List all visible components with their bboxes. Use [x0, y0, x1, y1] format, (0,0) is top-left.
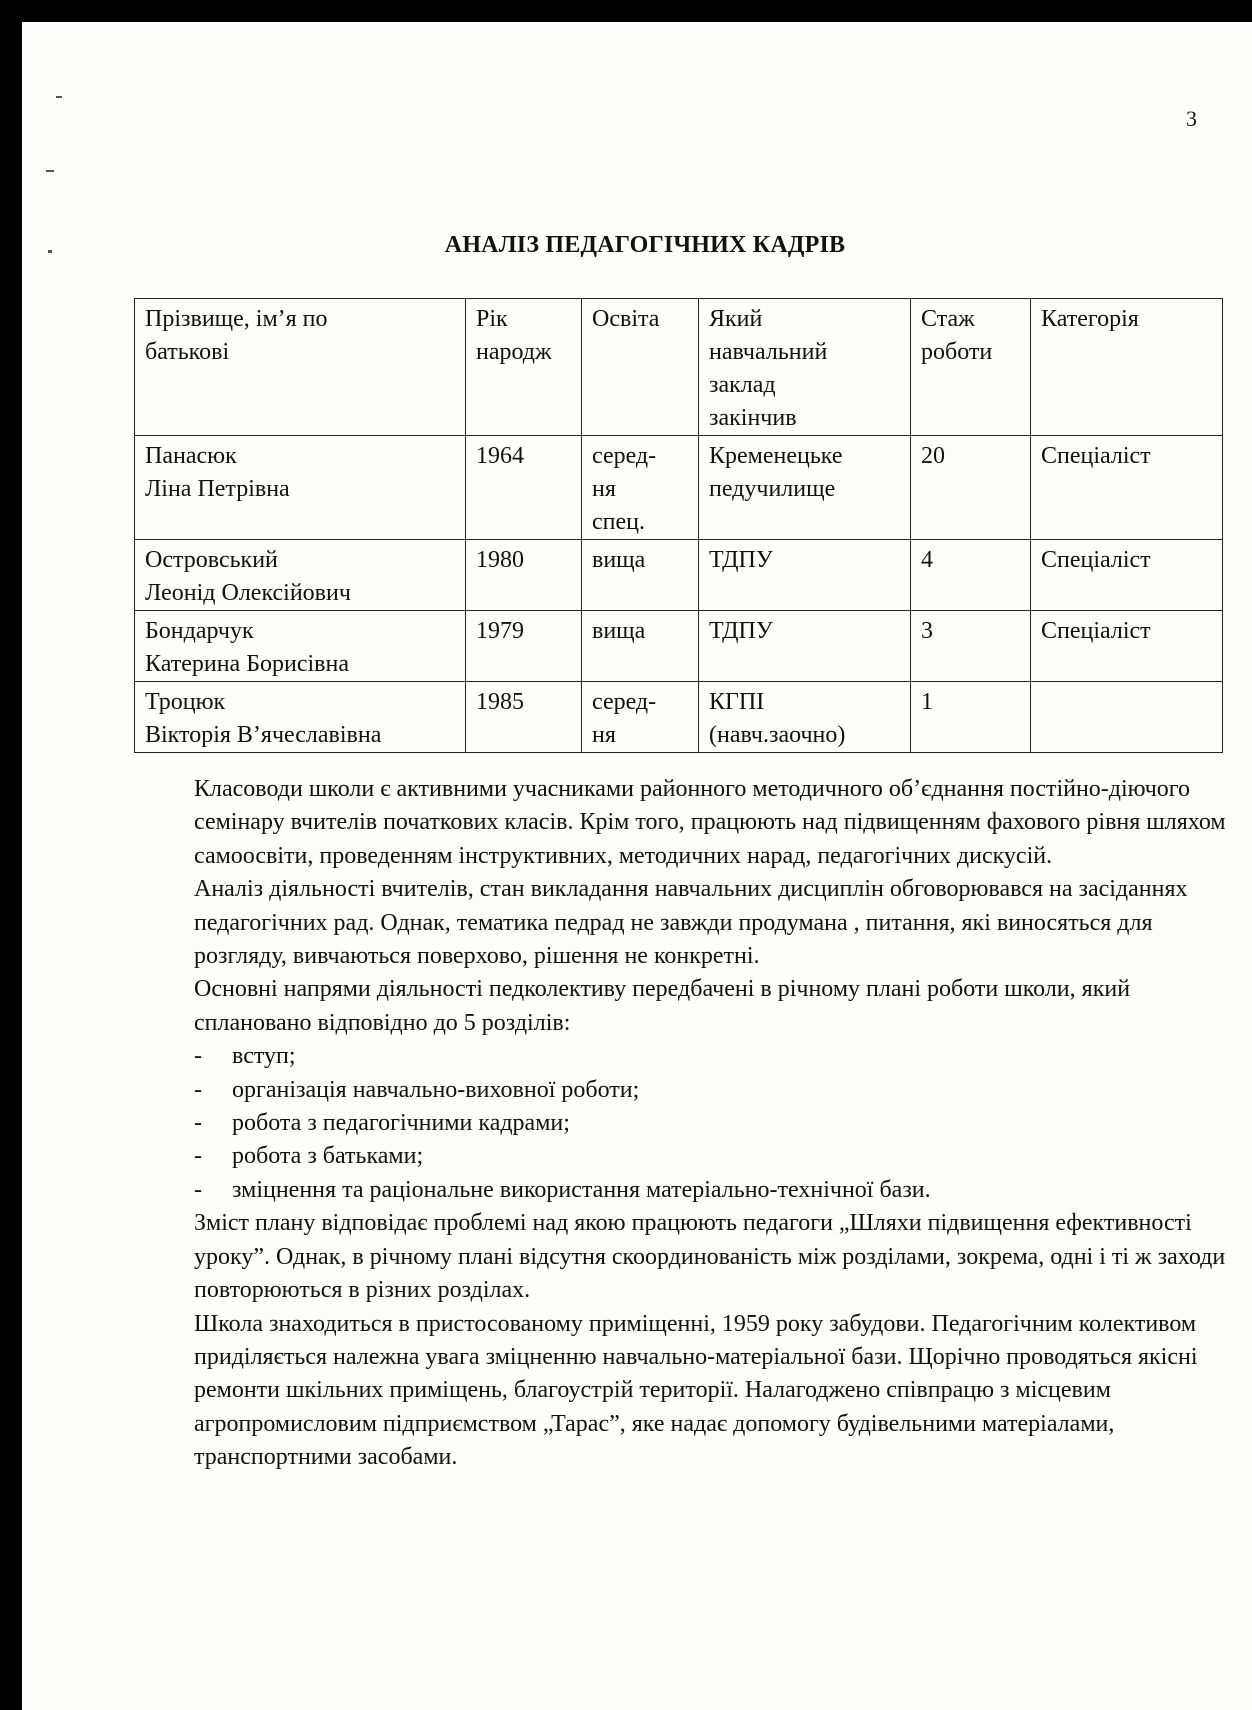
- document-title: АНАЛІЗ ПЕДАГОГІЧНИХ КАДРІВ: [444, 232, 846, 258]
- cell-line: ТДПУ: [709, 618, 773, 644]
- table-cell: [582, 682, 699, 753]
- cell-line: серед-: [592, 689, 657, 715]
- table-cell: [466, 682, 582, 753]
- cell-line: Спеціаліст: [1041, 443, 1151, 469]
- table-header-cell: [911, 299, 1031, 436]
- table-cell: [699, 540, 911, 611]
- cell-line: (навч.заочно): [709, 722, 846, 748]
- table-row: [135, 611, 1223, 682]
- table-cell: [1031, 611, 1223, 682]
- list-item: [136, 1040, 1226, 1073]
- table-cell: [911, 540, 1031, 611]
- header-cell-line: роботи: [921, 339, 993, 365]
- table-cell: [135, 540, 466, 611]
- cell-line: 4: [921, 547, 933, 573]
- cell-line: 1: [921, 689, 933, 715]
- header-cell-line: Рік: [476, 306, 508, 332]
- table-header-cell: [466, 299, 582, 436]
- list-item-text: зміцнення та раціональне використання матеріально-технічної бази.: [232, 1176, 931, 1203]
- list-bullet: -: [194, 1176, 202, 1203]
- paragraph: Основні напрями діяльності педколективу передбачені в річному плані роботи школи, який сплановано відповідно до 5 розділів:: [194, 976, 1131, 1036]
- table-cell: [135, 611, 466, 682]
- cell-line: 1985: [476, 689, 524, 715]
- paragraph: Аналіз діяльності вчителів, стан викладання навчальних дисциплін обговорювався на засіданнях педагогічних рад. Однак, тематика педрад не завжди продумана , питання, які виносяться для розгляду, вивчаються поверхово, рішення не конкретні.: [194, 876, 1188, 970]
- table-cell: [699, 436, 911, 540]
- cell-line: Ліна Петрівна: [145, 476, 290, 502]
- header-cell-line: батькові: [145, 339, 230, 365]
- cell-line: вища: [592, 618, 646, 644]
- cell-line: КГПІ: [709, 689, 765, 715]
- table-cell: [1031, 540, 1223, 611]
- table-cell: [135, 682, 466, 753]
- cell-line: Леонід Олексійович: [145, 580, 351, 606]
- header-cell-line: Прізвище, ім’я по: [145, 306, 328, 332]
- cell-line: 3: [921, 618, 933, 644]
- cell-line: ТДПУ: [709, 547, 773, 573]
- list-bullet: -: [194, 1043, 202, 1070]
- header-cell-line: Стаж: [921, 306, 975, 332]
- cell-line: Троцюк: [145, 689, 226, 715]
- list-item-text: організація навчально-виховної роботи;: [232, 1076, 640, 1103]
- table-cell: [911, 611, 1031, 682]
- list-item-text: робота з педагогічними кадрами;: [232, 1110, 570, 1137]
- cell-line: Кременецьке: [709, 443, 843, 469]
- cell-line: 1980: [476, 547, 524, 573]
- scan-speck: [56, 96, 62, 98]
- list-item: [136, 1107, 1226, 1140]
- list-item: [136, 1140, 1226, 1173]
- header-cell-line: заклад: [709, 372, 776, 398]
- body-text: [136, 773, 1226, 1475]
- cell-line: спец.: [592, 509, 645, 535]
- table-cell: [135, 436, 466, 540]
- staff-table: [134, 298, 1223, 753]
- table-cell: [1031, 436, 1223, 540]
- list-bullet: -: [194, 1143, 202, 1170]
- header-cell-line: Категорія: [1041, 306, 1139, 332]
- cell-line: ня: [592, 476, 616, 502]
- table-header-cell: [135, 299, 466, 436]
- header-cell-line: закінчив: [709, 405, 797, 431]
- table-row: [135, 682, 1223, 753]
- table-cell: [466, 540, 582, 611]
- cell-line: Панасюк: [145, 443, 237, 469]
- page-number: 3: [1186, 106, 1197, 131]
- table-row: [135, 436, 1223, 540]
- table-header-cell: [699, 299, 911, 436]
- sections-list: [136, 1040, 1226, 1207]
- table-cell: [911, 436, 1031, 540]
- table-cell: [582, 611, 699, 682]
- list-bullet: -: [194, 1110, 202, 1137]
- table-header-cell: [1031, 299, 1223, 436]
- paragraph: Класоводи школи є активними учасниками районного методичного об’єднання постійно-діючого семінару вчителів початкових класів. Крім того, працюють над підвищенням фахового рівня шляхом самоосвіти, проведенням інструктивних, методичних нарад, педагогічних дискусій.: [194, 776, 1226, 869]
- table-header-row: [135, 299, 1223, 436]
- header-cell-line: Освіта: [592, 306, 660, 332]
- table-cell: [699, 682, 911, 753]
- cell-line: Вікторія В’ячеславівна: [145, 722, 382, 748]
- table-row: [135, 540, 1223, 611]
- cell-line: Катерина Борисівна: [145, 651, 349, 677]
- table-cell: [466, 436, 582, 540]
- cell-line: Спеціаліст: [1041, 618, 1151, 644]
- cell-line: 1964: [476, 443, 524, 469]
- table-cell: [1031, 682, 1223, 753]
- table-cell: [582, 540, 699, 611]
- scan-speck: [46, 170, 54, 172]
- table-cell: [911, 682, 1031, 753]
- cell-line: 1979: [476, 618, 524, 644]
- paragraph: Школа знаходиться в пристосованому приміщенні, 1959 року забудови. Педагогічним колективом приділяється належна увага зміцненню навчально-матеріальної бази. Щорічно проводяться якісні ремонти шкільних приміщень, благоустрій території. Налагоджено співпрацю з місцевим агропромисловим підприємством „Тарас”, яке надає допомогу будівельними матеріалами, транспортними засобами.: [194, 1310, 1198, 1471]
- list-item: [136, 1174, 1226, 1207]
- cell-line: Островський: [145, 547, 278, 573]
- table-header-cell: [582, 299, 699, 436]
- cell-line: вища: [592, 547, 646, 573]
- cell-line: ня: [592, 722, 616, 748]
- list-bullet: -: [194, 1076, 202, 1103]
- list-item-text: вступ;: [232, 1043, 296, 1070]
- paragraph: Зміст плану відповідає проблемі над якою працюють педагоги „Шляхи підвищення ефективності уроку”. Однак, в річному плані відсутня скоординованість між розділами, зокрема, одні і ті ж заходи повторюються в різних розділах.: [194, 1210, 1226, 1304]
- cell-line: серед-: [592, 443, 657, 469]
- cell-line: Бондарчук: [145, 618, 254, 644]
- table-body: [135, 436, 1223, 753]
- list-item-text: робота з батьками;: [232, 1143, 424, 1170]
- cell-line: Спеціаліст: [1041, 547, 1151, 573]
- cell-line: педучилище: [709, 476, 836, 502]
- header-cell-line: Який: [709, 306, 763, 332]
- cell-line: 20: [921, 443, 945, 469]
- table-cell: [582, 436, 699, 540]
- header-cell-line: народж: [476, 339, 552, 365]
- list-item: [136, 1074, 1226, 1107]
- table-cell: [466, 611, 582, 682]
- header-cell-line: навчальний: [709, 339, 828, 365]
- table-cell: [699, 611, 911, 682]
